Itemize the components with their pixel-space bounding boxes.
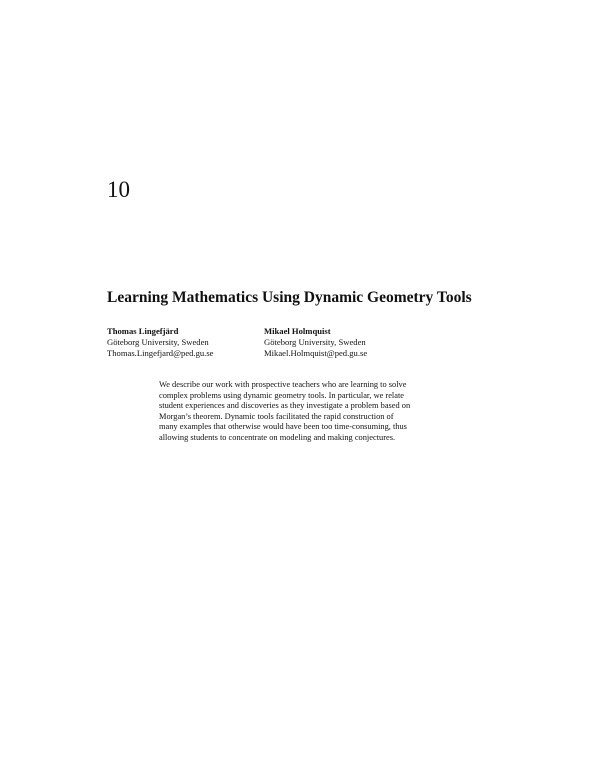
author-affiliation: Göteborg University, Sweden — [107, 337, 209, 347]
abstract-line: student experiences and discoveries as they investigate a problem based on — [159, 401, 411, 411]
author-name: Mikael Holmquist — [264, 326, 331, 336]
author-email: Thomas.Lingefjard@ped.gu.se — [107, 348, 214, 358]
abstract-line: Morgan’s theorem. Dynamic tools facilitated the rapid construction of — [159, 411, 394, 421]
chapter-number: 10 — [107, 177, 130, 202]
author-affiliation: Göteborg University, Sweden — [264, 337, 366, 347]
chapter-title: Learning Mathematics Using Dynamic Geometry Tools — [107, 289, 472, 306]
abstract-line: allowing students to concentrate on modeling and making conjectures. — [159, 432, 396, 442]
author-block — [264, 326, 367, 359]
author-email: Mikael.Holmquist@ped.gu.se — [264, 348, 368, 358]
abstract — [159, 380, 419, 444]
abstract-line: many examples that otherwise would have been too time-consuming, thus — [159, 422, 407, 432]
abstract-line: We describe our work with prospective teachers who are learning to solve — [159, 380, 407, 389]
abstract-line: complex problems using dynamic geometry tools. In particular, we relate — [159, 390, 405, 400]
author-name: Thomas Lingefjärd — [107, 326, 179, 336]
author-block — [107, 326, 213, 359]
